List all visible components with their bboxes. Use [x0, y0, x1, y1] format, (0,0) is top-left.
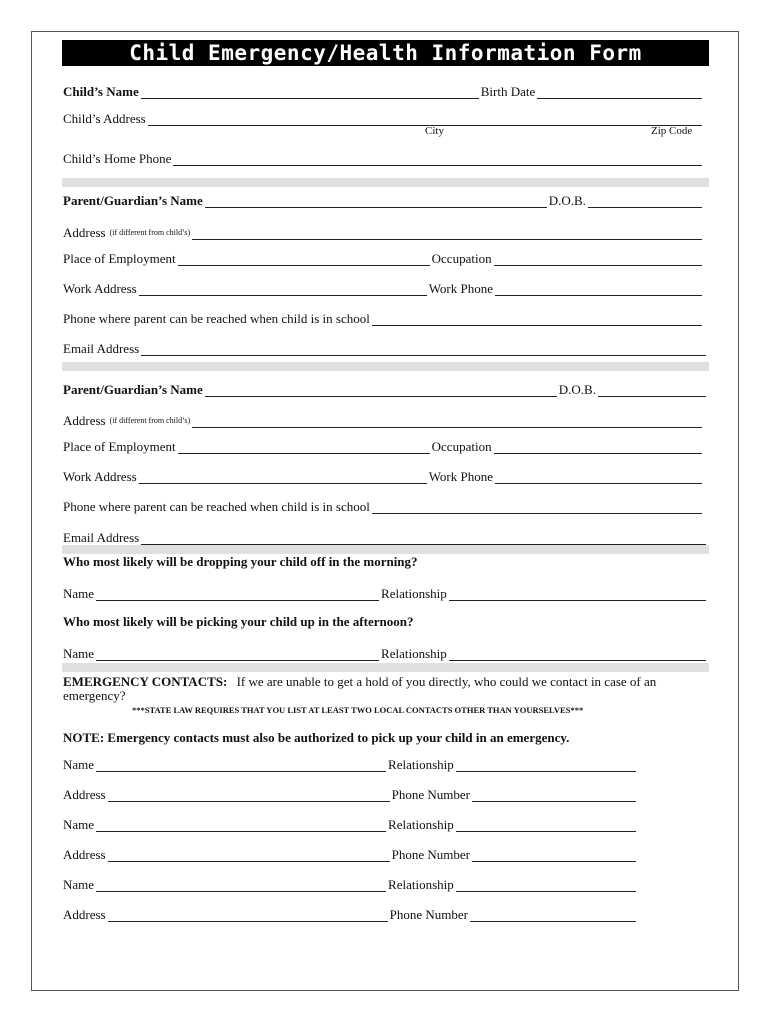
- contact2-phone-field[interactable]: [472, 848, 636, 862]
- parent2-dob-field[interactable]: [598, 383, 706, 397]
- emergency-heading: EMERGENCY CONTACTS:: [63, 674, 228, 689]
- pickup-relationship-field[interactable]: [449, 647, 706, 661]
- parent1-occupation-label: Occupation: [431, 251, 492, 266]
- dropoff-row: [63, 583, 708, 601]
- contact1-relationship-field[interactable]: [456, 758, 636, 772]
- parent2-work-row: [63, 466, 704, 484]
- zip-code-label: Zip Code: [651, 125, 693, 137]
- contact1-address-label: Address: [63, 787, 106, 802]
- parent2-employment-label: Place of Employment: [63, 439, 176, 454]
- contact3-relationship-field[interactable]: [456, 878, 636, 892]
- contact2-address-label: Address: [63, 847, 106, 862]
- parent1-employment-field[interactable]: [178, 252, 430, 266]
- parent2-address-row: [63, 410, 704, 428]
- contact3-address-label: Address: [63, 907, 106, 922]
- parent2-name-field[interactable]: [205, 383, 557, 397]
- contact3-name-label: Name: [63, 877, 95, 892]
- parent2-school-phone-field[interactable]: [372, 500, 702, 514]
- parent1-address-row: [63, 222, 704, 240]
- contact2-name-row: [63, 814, 638, 832]
- section-divider: [62, 663, 709, 672]
- section-divider: [62, 362, 709, 371]
- parent1-employment-label: Place of Employment: [63, 251, 176, 266]
- parent1-school-phone-field[interactable]: [372, 312, 702, 326]
- birth-date-label: Birth Date: [480, 84, 536, 99]
- dropoff-name-label: Name: [63, 586, 95, 601]
- contact1-phone-field[interactable]: [472, 788, 636, 802]
- birth-date-field[interactable]: [537, 85, 702, 99]
- pickup-name-field[interactable]: [96, 647, 379, 661]
- contact1-address-row: [63, 784, 638, 802]
- contact1-phone-label: Phone Number: [391, 787, 470, 802]
- parent2-email-row: [63, 527, 708, 545]
- parent2-name-row: [63, 379, 708, 397]
- parent1-school-phone-row: [63, 308, 704, 326]
- parent2-occupation-label: Occupation: [431, 439, 492, 454]
- parent1-email-label: Email Address: [63, 341, 140, 356]
- child-address-field[interactable]: [148, 112, 702, 126]
- section-divider: [62, 545, 709, 554]
- dropoff-relationship-field[interactable]: [449, 587, 706, 601]
- contact2-name-field[interactable]: [96, 818, 386, 832]
- contact1-name-label: Name: [63, 757, 95, 772]
- parent2-school-phone-label: Phone where parent can be reached when child is in school: [63, 499, 370, 514]
- state-law-notice: ***STATE LAW REQUIRES THAT YOU LIST AT LEAST TWO LOCAL CONTACTS OTHER THAN YOURSELVES***: [132, 705, 584, 715]
- contact1-name-row: [63, 754, 638, 772]
- child-phone-label: Child’s Home Phone: [63, 151, 172, 166]
- parent1-name-row: [63, 190, 704, 208]
- contact1-relationship-label: Relationship: [388, 757, 454, 772]
- parent1-dob-field[interactable]: [588, 194, 702, 208]
- child-address-label: Child’s Address: [63, 111, 146, 126]
- parent1-work-phone-label: Work Phone: [428, 281, 494, 296]
- contact3-address-row: [63, 904, 638, 922]
- child-address-row: [63, 108, 704, 126]
- contact2-relationship-field[interactable]: [456, 818, 636, 832]
- pickup-relationship-label: Relationship: [381, 646, 447, 661]
- parent1-name-field[interactable]: [205, 194, 547, 208]
- parent2-employment-row: [63, 436, 704, 454]
- parent2-school-phone-row: [63, 496, 704, 514]
- contact3-phone-field[interactable]: [470, 908, 636, 922]
- parent1-address-label: Address: [63, 225, 106, 240]
- parent1-address-field[interactable]: [192, 226, 702, 240]
- contact1-address-field[interactable]: [108, 788, 390, 802]
- parent2-work-phone-label: Work Phone: [428, 469, 494, 484]
- parent2-dob-label: D.O.B.: [558, 382, 596, 397]
- emergency-note: NOTE: Emergency contacts must also be authorized to pick up your child in an emergency.: [63, 730, 570, 745]
- contact2-phone-label: Phone Number: [391, 847, 470, 862]
- parent1-dob-label: D.O.B.: [548, 193, 586, 208]
- parent2-work-address-field[interactable]: [139, 470, 427, 484]
- parent1-work-row: [63, 278, 704, 296]
- parent1-employment-row: [63, 248, 704, 266]
- contact2-name-label: Name: [63, 817, 95, 832]
- contact2-relationship-label: Relationship: [388, 817, 454, 832]
- parent1-address-note: (if different from child’s): [109, 228, 191, 237]
- emergency-text: If we are unable to get a hold of you directly, who could we contact in case of an emergency?: [63, 674, 657, 703]
- pickup-question: Who most likely will be picking your child up in the afternoon?: [63, 614, 414, 629]
- parent1-email-row: [63, 338, 708, 356]
- contact3-name-row: [63, 874, 638, 892]
- parent1-school-phone-label: Phone where parent can be reached when child is in school: [63, 311, 370, 326]
- child-name-label: Child’s Name: [63, 84, 139, 99]
- parent2-address-label: Address: [63, 413, 106, 428]
- parent1-work-address-label: Work Address: [63, 281, 137, 296]
- parent2-work-address-label: Work Address: [63, 469, 137, 484]
- parent2-email-label: Email Address: [63, 530, 140, 545]
- parent2-email-field[interactable]: [141, 531, 706, 545]
- contact2-address-row: [63, 844, 638, 862]
- dropoff-question: Who most likely will be dropping your child off in the morning?: [63, 554, 418, 569]
- parent2-employment-field[interactable]: [178, 440, 430, 454]
- parent2-name-label: Parent/Guardian’s Name: [63, 382, 203, 397]
- contact1-name-field[interactable]: [96, 758, 386, 772]
- parent2-address-note: (if different from child’s): [109, 416, 191, 425]
- parent1-email-field[interactable]: [141, 342, 706, 356]
- parent2-occupation-field[interactable]: [494, 440, 702, 454]
- child-name-row: [63, 81, 704, 99]
- parent1-name-label: Parent/Guardian’s Name: [63, 193, 203, 208]
- parent2-work-phone-field[interactable]: [495, 470, 702, 484]
- parent1-occupation-field[interactable]: [494, 252, 702, 266]
- contact3-name-field[interactable]: [96, 878, 386, 892]
- emergency-intro: [63, 675, 703, 703]
- city-label: City: [425, 125, 444, 137]
- contact2-address-field[interactable]: [108, 848, 390, 862]
- contact3-address-field[interactable]: [108, 908, 388, 922]
- child-phone-row: [63, 148, 704, 166]
- contact3-relationship-label: Relationship: [388, 877, 454, 892]
- parent2-address-field[interactable]: [192, 414, 702, 428]
- dropoff-relationship-label: Relationship: [381, 586, 447, 601]
- child-phone-field[interactable]: [173, 152, 702, 166]
- parent1-work-address-field[interactable]: [139, 282, 427, 296]
- section-divider: [62, 178, 709, 187]
- dropoff-name-field[interactable]: [96, 587, 379, 601]
- parent1-work-phone-field[interactable]: [495, 282, 702, 296]
- pickup-name-label: Name: [63, 646, 95, 661]
- child-name-field[interactable]: [141, 85, 479, 99]
- contact3-phone-label: Phone Number: [389, 907, 468, 922]
- form-title: Child Emergency/Health Information Form: [62, 40, 709, 66]
- pickup-row: [63, 643, 708, 661]
